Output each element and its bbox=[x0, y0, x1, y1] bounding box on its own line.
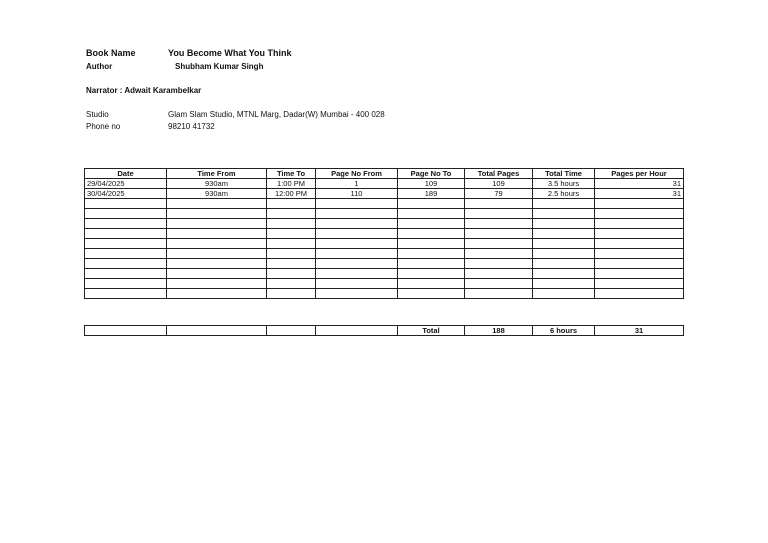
totals-row bbox=[85, 326, 684, 336]
cell-page-to: 109 bbox=[398, 179, 465, 189]
table-row-empty bbox=[85, 289, 684, 299]
cell-time-to: 12:00 PM bbox=[267, 189, 316, 199]
studio-label: Studio bbox=[86, 110, 109, 119]
table-row bbox=[85, 189, 684, 199]
totals-table bbox=[84, 325, 684, 336]
cell-total-pages: 109 bbox=[465, 179, 533, 189]
totals-label: Total bbox=[398, 326, 465, 336]
totals-pages: 188 bbox=[465, 326, 533, 336]
reading-log-table bbox=[84, 168, 684, 299]
header-total-time: Total Time bbox=[533, 169, 595, 179]
header-page-from: Page No From bbox=[316, 169, 398, 179]
header-time-from: Time From bbox=[167, 169, 267, 179]
cell-total-time: 2.5 hours bbox=[533, 189, 595, 199]
table-row-empty bbox=[85, 229, 684, 239]
table-row-empty bbox=[85, 209, 684, 219]
totals-pages-per-hour: 31 bbox=[595, 326, 684, 336]
cell-time-to: 1:00 PM bbox=[267, 179, 316, 189]
table-row-empty bbox=[85, 219, 684, 229]
header-date: Date bbox=[85, 169, 167, 179]
table-header-row bbox=[85, 169, 684, 179]
header-pages-per-hour: Pages per Hour bbox=[595, 169, 684, 179]
header-total-pages: Total Pages bbox=[465, 169, 533, 179]
header-page-to: Page No To bbox=[398, 169, 465, 179]
table-row-empty bbox=[85, 259, 684, 269]
table-row-empty bbox=[85, 269, 684, 279]
book-name-label: Book Name bbox=[86, 48, 136, 58]
studio-value: Glam Slam Studio, MTNL Marg, Dadar(W) Mumbai - 400 028 bbox=[168, 110, 385, 119]
author-label: Author bbox=[86, 62, 113, 71]
table-row-empty bbox=[85, 249, 684, 259]
cell-pages-per-hour: 31 bbox=[595, 179, 684, 189]
table-row-empty bbox=[85, 279, 684, 289]
cell-page-to: 189 bbox=[398, 189, 465, 199]
phone-label: Phone no bbox=[86, 122, 121, 131]
book-name-value: You Become What You Think bbox=[168, 48, 292, 58]
header-time-to: Time To bbox=[267, 169, 316, 179]
cell-page-from: 1 bbox=[316, 179, 398, 189]
table-row-empty bbox=[85, 199, 684, 209]
cell-pages-per-hour: 31 bbox=[595, 189, 684, 199]
author-value: Shubham Kumar Singh bbox=[175, 62, 264, 71]
narrator-text: Narrator : Adwait Karambelkar bbox=[86, 86, 202, 95]
table-row-empty bbox=[85, 239, 684, 249]
phone-value: 98210 41732 bbox=[168, 122, 215, 131]
cell-time-from: 930am bbox=[167, 179, 267, 189]
cell-date: 29/04/2025 bbox=[85, 179, 167, 189]
cell-time-from: 930am bbox=[167, 189, 267, 199]
cell-total-time: 3.5 hours bbox=[533, 179, 595, 189]
cell-page-from: 110 bbox=[316, 189, 398, 199]
totals-time: 6 hours bbox=[533, 326, 595, 336]
cell-total-pages: 79 bbox=[465, 189, 533, 199]
table-row bbox=[85, 179, 684, 189]
cell-date: 30/04/2025 bbox=[85, 189, 167, 199]
